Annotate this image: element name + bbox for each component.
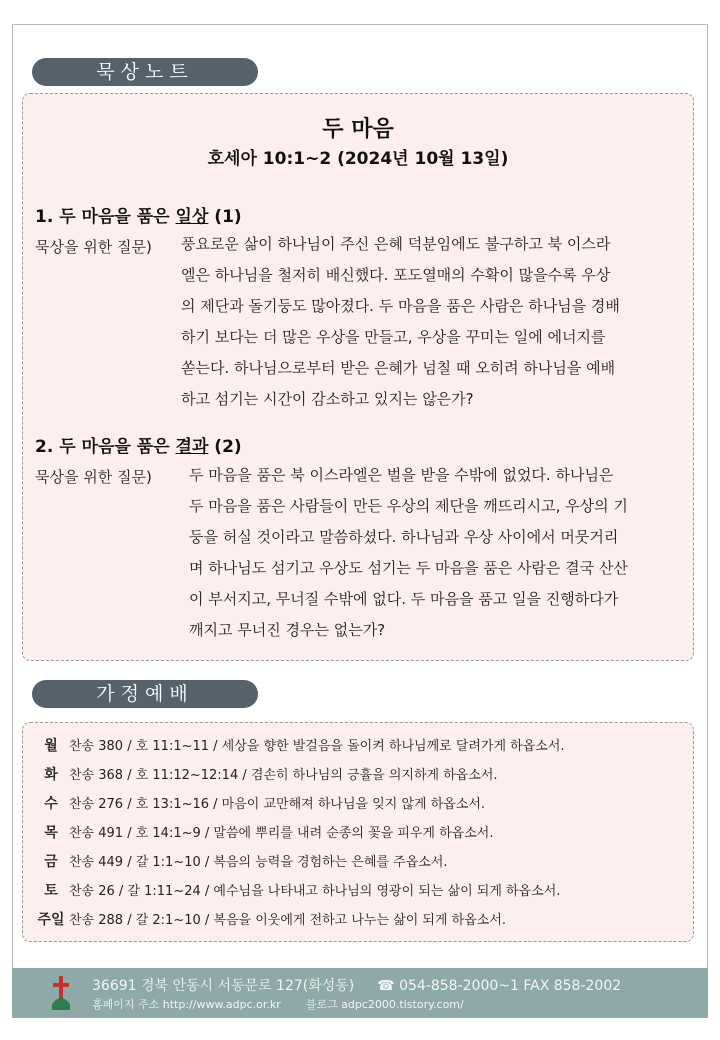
section-2-heading [35,432,242,457]
section-1-line: 쏟는다. 하나님으로부터 받은 은혜가 넘칠 때 오히려 하나님을 예배 [181,359,616,377]
meditation-subtitle: 호세아 10:1~2 (2024년 10월 13일) [207,149,509,169]
worship-text: 찬송 380 / 호 11:1~11 / 세상을 향한 발걸음을 돌이켜 하나님께로 달려가게 하옵소서. [69,739,565,754]
worship-row [33,820,493,846]
worship-text: 찬송 288 / 갈 2:1~10 / 복음을 이웃에게 전하고 나누는 삶이 되게 하옵소서. [69,913,507,928]
section-1-question-label: 묵상을 위한 질문) [35,238,152,256]
section-1-question-text [181,229,620,415]
section-1-number: 1. [35,207,54,227]
footer-address: 36691 경북 안동시 서동문로 127(화성동) [92,978,355,994]
section-1-heading-underlined: 일상 [175,207,209,227]
worship-row [33,907,506,933]
footer-blog[interactable]: 블로그 adpc2000.tistory.com/ [305,998,464,1011]
church-logo-icon [50,974,72,1012]
worship-text: 찬송 26 / 갈 1:11~24 / 예수님을 나타내고 하나님의 영광이 되는 삶이 되게 하옵소서. [69,884,561,899]
section-2-line: 며 하나님도 섬기고 우상도 섬기는 두 마음을 품은 사람은 결국 산산 [189,559,628,577]
worship-text: 찬송 491 / 호 14:1~9 / 말씀에 뿌리를 내려 순종의 꽃을 피우게 하옵소서. [69,826,494,841]
section-1-heading-suffix: (1) [214,207,242,227]
worship-day: 목 [44,825,58,841]
phone-icon: ☎ [377,978,395,994]
worship-day: 토 [44,883,58,899]
section-1-line: 풍요로운 삶이 하나님이 주신 은혜 덕분임에도 불구하고 북 이스라 [181,235,611,253]
worship-day: 주일 [37,912,65,928]
worship-day: 금 [44,854,58,870]
section-2-line: 둥을 허실 것이라고 말씀하셨다. 하나님과 우상 사이에서 머뭇거리 [189,528,619,546]
worship-text: 찬송 449 / 갈 1:1~10 / 복음의 능력을 경험하는 은혜를 주옵소서. [69,855,448,870]
worship-row [33,762,498,788]
section-2-line: 깨지고 무너진 경우는 없는가? [189,621,386,639]
section-1-line: 하기 보다는 더 많은 우상을 만들고, 우상을 꾸미는 일에 에너지를 [181,328,606,346]
meditation-header: 묵상노트 [32,58,258,86]
meditation-title: 두 마음 [322,117,394,142]
meditation-box [22,93,694,661]
worship-day: 수 [44,796,58,812]
worship-day: 화 [44,767,58,783]
footer [12,968,708,1018]
worship-text: 찬송 368 / 호 11:12~12:14 / 겸손히 하나님의 긍휼을 의지하게 하옵소서. [69,768,498,783]
section-1-line: 의 제단과 돌기둥도 많아졌다. 두 마음을 품은 사람은 하나님을 경배 [181,297,620,315]
worship-day: 월 [44,738,58,754]
section-2-number: 2. [35,437,54,457]
section-1-line: 엘은 하나님을 철저히 배신했다. 포도열매의 수확이 많을수록 우상 [181,266,611,284]
footer-homepage[interactable]: 홈페이지 주소 http://www.adpc.or.kr [92,998,281,1011]
footer-links [92,996,464,1012]
section-2-question-label: 묵상을 위한 질문) [35,468,152,486]
worship-row [33,849,448,875]
footer-contact [92,975,621,995]
worship-row [33,878,560,904]
worship-row [33,791,485,817]
footer-phone: 054-858-2000~1 FAX 858-2002 [399,978,622,994]
family-worship-header: 가정예배 [32,680,258,708]
section-2-line: 이 부서지고, 무너질 수밖에 없다. 두 마음을 품고 일을 진행하다가 [189,590,619,608]
section-2-line: 두 마음을 품은 사람들이 만든 우상의 제단을 깨뜨리시고, 우상의 기 [189,497,628,515]
section-2-line: 두 마음을 품은 북 이스라엘은 벌을 받을 수밖에 없었다. 하나님은 [189,466,614,484]
worship-text: 찬송 276 / 호 13:1~16 / 마음이 교만해져 하나님을 잊지 않게 하옵소서. [69,797,486,812]
section-1-heading-prefix: 두 마음을 품은 [59,207,170,227]
section-2-heading-underlined: 결과 [175,437,209,457]
family-worship-box [22,722,694,942]
section-1-line: 하고 섬기는 시간이 감소하고 있지는 않은가? [181,390,474,408]
section-1-heading [35,202,242,227]
section-2-heading-prefix: 두 마음을 품은 [59,437,170,457]
worship-row [33,733,565,759]
section-2-heading-suffix: (2) [214,437,242,457]
section-2-question-text [189,460,628,646]
